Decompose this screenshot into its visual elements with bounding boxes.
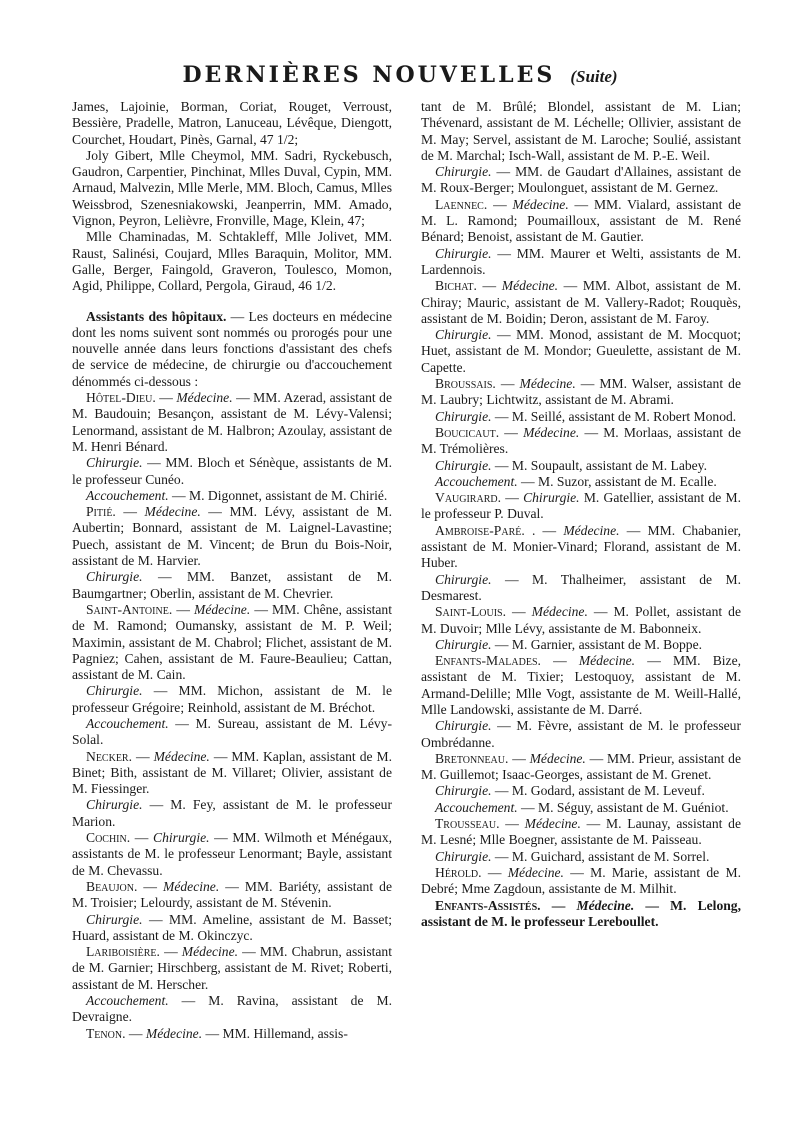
hospital-name: Broussais. (435, 376, 496, 392)
hospital-name: Cochin. (86, 830, 131, 846)
paragraph (421, 718, 741, 751)
hospital-name: Bretonneau. (435, 750, 509, 766)
service-name: Médecine. (576, 897, 635, 913)
paragraph (72, 99, 392, 148)
paragraph: Saint-Antoine. — Médecine. — MM. Chêne, assistant de M. Ramond; Oumansky, assistant de M. P. Weil; Maximin, assistant de M. Chabrol; Flichet, assistant de M. Pagniez; Cahen, assistant de M. Faure-Beaulieu; Cattan, assistant de M. Cain. (72, 601, 393, 683)
paragraph-text: — M. Lelong, assistant de M. le professeur Lereboullet. (421, 897, 741, 929)
paragraph-text: — M. Guichard, assistant de M. Sorrel. (491, 848, 710, 864)
paragraph-text: tant de M. Brûlé; Blondel, assistant de M. Lian; Thévenard, assistant de M. Léchelle; Ollivier, assistant de M. May; Servel, assistant de M. Laroche; Soulié, assistant de M. Marchal; Isch-Wall, assistant de M. P.-E. Weil. (421, 99, 741, 163)
paragraph-text: — MM. Chabrun, assistant de M. Garnier; Hirschberg, assistant de M. Rivet; Roberti, assistant de M. Herscher. (72, 944, 392, 992)
service-name: Médecine. (163, 878, 220, 894)
paragraph: Boucicaut. — Médecine. — M. Morlaas, assistant de M. Trémolières. (421, 424, 742, 457)
paragraph-text: — MM. Chêne, assistant de M. Ramond; Oumansky, assistant de M. P. Weil; Maximin, assistant de M. Chabrol; Flichet, assistant de M. Pagniez; Cahen, assistant de M. Faure-Beaulieu; Cattan, assistant de M. Cain. (72, 601, 393, 683)
service-name: Chirurgie. (435, 164, 492, 180)
paragraph-text: — M. Soupault, assistant de M. Labey. (491, 457, 707, 473)
paragraph (72, 148, 392, 229)
paragraph (72, 912, 392, 945)
paragraph: Broussais. — Médecine. — MM. Walser, assistant de M. Laubry; Lichtwitz, assistant de M. Abrami. (421, 376, 741, 408)
paragraph-text: Mlle Chaminadas, M. Schtakleff, Mlle Jolivet, MM. Raust, Salinési, Coujard, Mlles Baraquin, Molitor, MM. Galle, Berger, Faingold, Graveron, Toulesco, Momon, Agid, Philippe, Collard, Pergola, Giraud, 46 1/2. (72, 229, 392, 294)
page-title: DERNIÈRES NOUVELLES (182, 62, 556, 88)
paragraph (72, 488, 392, 504)
right-column (421, 99, 741, 930)
paragraph-text: — M. Seillé, assistant de M. Robert Monod. (491, 408, 737, 424)
service-name: Chirurgie. (86, 797, 143, 813)
paragraph: Beaujon. — Médecine. — MM. Bariéty, assistant de M. Troisier; Lelourdy, assistant de M. Stévenin. (72, 878, 392, 911)
paragraph: Pitié. — Médecine. — MM. Lévy, assistant de M. Aubertin; Bonnard, assistant de M. Laignel-Lavastine; Puech, assistant de M. Vincent; de Brun du Bois-Noir, assistant de M. Harvier. (72, 504, 393, 569)
hospital-name: Pitié. (86, 504, 116, 520)
service-name: Médecine. (153, 748, 210, 764)
paragraph-text: James, Lajoinie, Borman, Coriat, Rouget, Verroust, Bessière, Pradelle, Matron, Lanuceau, Lévêque, Diengott, Courchet, Houdart, Pinès, Garnal, 47 1/2; (72, 99, 392, 147)
paragraph: Trousseau. — Médecine. — M. Launay, assistant de M. Lesné; Mlle Boegner, assistante de M. Paisseau. (421, 816, 741, 848)
paragraph: Necker. — Médecine. — MM. Kaplan, assistant de M. Binet; Bith, assistant de M. Villaret; Olivier, assistant de M. Fiessinger. (72, 748, 393, 797)
paragraph-text: — M. Garnier, assistant de M. Boppe. (491, 636, 703, 652)
paragraph-text: — MM. Kaplan, assistant de M. Binet; Bith, assistant de M. Villaret; Olivier, assistant de M. Fiessinger. (72, 748, 393, 797)
hospital-name: Beaujon. (86, 878, 138, 894)
hospital-name: Enfants-Assistés. (435, 897, 541, 913)
page-title-suite: (Suite) (570, 67, 618, 86)
paragraph-text: — M. Godard, assistant de M. Leveuf. (491, 783, 705, 799)
hospital-name: Lariboisière. (86, 944, 160, 960)
page-header (0, 62, 800, 88)
paragraph-text: — M. Fey, assistant de M. le professeur Marion. (72, 797, 392, 829)
paragraph (421, 800, 741, 816)
paragraph: Hôtel-Dieu. — Médecine. — MM. Azerad, assistant de M. Baudouin; Besançon, assistant de M. Lévy-Valensi; Lenormand, assistant de M. Halbron; Azoulay, assistant de M. Henri Bénard. (72, 390, 392, 454)
service-name: Médecine. (529, 750, 586, 766)
service-name: Accouchement. (435, 799, 518, 815)
paragraph (421, 783, 741, 799)
paragraph: Enfants-Assistés. — Médecine. — M. Lelong, assistant de M. le professeur Lereboullet. (421, 897, 741, 929)
service-name: Accouchement. (86, 487, 169, 503)
service-name: Chirurgie. (435, 457, 492, 473)
hospital-name: Trousseau. (435, 816, 500, 832)
paragraph (72, 683, 392, 716)
service-name: Chirurgie. (435, 783, 492, 799)
paragraph-text: — MM. de Gaudart d'Allaines, assistant de M. Roux-Berger; Moulonguet, assistant de M. Gernez. (421, 164, 741, 196)
service-name: Chirurgie. (435, 636, 492, 652)
service-name: Médecine. (507, 864, 564, 880)
paragraph: Bichat. — Médecine. — MM. Albot, assistant de M. Chiray; Mauric, assistant de M. Vallery-Radot; Rouquès, assistant de M. Boidin; Deron, assistant de M. Faroy. (421, 278, 741, 326)
paragraph-text: — MM. Maurer et Welti, assistants de M. Lardennois. (421, 245, 741, 277)
paragraph: Tenon. — Médecine. — MM. Hillemand, assis- (86, 1025, 348, 1041)
paragraph-text: — M. Fèvre, assistant de M. le professeur Ombrédanne. (421, 718, 741, 750)
service-name: Médecine. (512, 196, 569, 212)
service-name: Chirurgie. (86, 455, 143, 471)
paragraph (72, 993, 392, 1026)
service-name: Médecine. (145, 1025, 203, 1041)
hospital-name: Ambroise-Paré. . (435, 522, 536, 538)
hospital-name: Hérold. (435, 864, 482, 880)
paragraph: Lariboisière. — Médecine. — MM. Chabrun, assistant de M. Garnier; Hirschberg, assistant de M. Rivet; Roberti, assistant de M. Herscher. (72, 944, 392, 992)
paragraph-text: — MM. Albot, assistant de M. Chiray; Mauric, assistant de M. Vallery-Radot; Rouquès, assistant de M. Boidin; Deron, assistant de M. Faroy. (421, 278, 741, 326)
service-name: Médecine. (501, 278, 559, 294)
service-name: Médecine. (194, 601, 251, 617)
paragraph-text: Joly Gibert, Mlle Cheymol, MM. Sadri, Ryckebusch, Gaudron, Carpentier, Pinchinat, Mlles Duval, Cypin, MM. Arnaud, Malvezin, Mlle Merle, MM. Bloch, Camus, Mlles Weissbrod, Szenesniakowski, Jeanperrin, MM. Amado, Vignon, Peyron, Lelièvre, Fronville, Mage, Klein, 47; (72, 147, 392, 229)
paragraph: Cochin. — Chirurgie. — MM. Wilmoth et Ménégaux, assistants de M. le professeur Lenormant; Bayle, assistant de M. Chevassu. (72, 830, 393, 878)
paragraph (421, 409, 741, 425)
paragraph-text: — M. Morlaas, assistant de M. Trémolières. (421, 424, 742, 457)
paragraph-text: — MM. Banzet, assistant de M. Baumgartner; Oberlin, assistant de M. Chevrier. (72, 569, 392, 601)
service-name: Chirurgie. (435, 718, 492, 734)
service-name: Chirurgie. (435, 408, 492, 424)
paragraph: Ambroise-Paré. . — Médecine. — MM. Chabanier, assistant de M. Monier-Vinard; Florand, assistant de M. Huber. (421, 522, 741, 571)
paragraph: Bretonneau. — Médecine. — MM. Prieur, assistant de M. Guillemot; Isaac-Georges, assistant de M. Grenet. (421, 750, 741, 783)
service-name: Accouchement. (86, 993, 169, 1009)
hospital-name: Vaugirard. (435, 490, 501, 506)
paragraph: Enfants-Malades. — Médecine. — MM. Bize, assistant de M. Tixier; Lestoquoy, assistant de M. Armand-Delille; Mlle Vogt, assistante de M. Weill-Hallé, Mlle Landowski, assistante de M. Darré. (421, 653, 742, 717)
paragraph-text: — M. Thalheimer, assistant de M. Desmarest. (421, 571, 741, 603)
paragraph-text: — MM. Hillemand, assis- (202, 1025, 348, 1041)
paragraph-text: — MM. Walser, assistant de M. Laubry; Lichtwitz, assistant de M. Abrami. (421, 376, 741, 408)
hospital-name: Bichat. (435, 278, 477, 294)
paragraph: Vaugirard. — Chirurgie. M. Gatellier, assistant de M. le professeur P. Duval. (421, 490, 742, 522)
paragraph-text: — MM. Chabanier, assistant de M. Monier-Vinard; Florand, assistant de M. Huber. (421, 522, 741, 571)
service-name: Chirurgie. (86, 911, 143, 927)
left-column (72, 99, 392, 1042)
service-name: Chirurgie. (153, 830, 210, 846)
service-name: Chirurgie. (435, 848, 492, 864)
service-name: Médecine. (524, 816, 581, 832)
paragraph (421, 327, 741, 376)
paragraph-text: — M. Digonnet, assistant de M. Chirié. (168, 487, 388, 503)
paragraph: Hérold. — Médecine. — M. Marie, assistant de M. Debré; Mme Zagdoun, assistante de M. Milhit. (421, 864, 741, 897)
hospital-name: Laennec. (435, 196, 488, 212)
paragraph-text: — MM. Azerad, assistant de M. Baudouin; Besançon, assistant de M. Lévy-Valensi; Lenormand, assistant de M. Halbron; Azoulay, assistant de M. Henri Bénard. (72, 390, 392, 454)
paragraph-text: — MM. Michon, assistant de M. le professeur Grégoire; Reinhold, assistant de M. Bréchot. (72, 683, 392, 715)
paragraph (72, 229, 392, 294)
paragraph-text: — Les docteurs en médecine dont les noms suivent sont nommés ou prorogés pour une nouvelle année dans leurs fonctions d'assistant des chefs de service de médecine, de chirurgie ou d'accouchement dénommés ci-dessous : (72, 308, 392, 389)
service-name: Chirurgie. (435, 245, 492, 261)
service-name: Médecine. (563, 522, 620, 538)
paragraph-text: — MM. Prieur, assistant de M. Guillemot; Isaac-Georges, assistant de M. Grenet. (421, 750, 741, 783)
service-name: Médecine. (519, 376, 576, 392)
service-name: Médecine. (144, 504, 201, 520)
paragraph-text: — MM. Monod, assistant de M. Mocquot; Huet, assistant de M. Mondor; Gueulette, assistant de M. Capette. (421, 327, 741, 375)
paragraph-text: — M. Sureau, assistant de M. Lévy-Solal. (72, 715, 392, 748)
paragraph (421, 572, 741, 605)
hospital-name: Tenon. (86, 1025, 126, 1041)
paragraph-text: M. Gatellier, assistant de M. le professeur P. Duval. (421, 490, 742, 522)
paragraph (421, 458, 741, 474)
service-name: Médecine. (181, 944, 239, 960)
paragraph (72, 569, 392, 602)
service-name: Médecine. (531, 604, 588, 620)
paragraph-text: — M. Launay, assistant de M. Lesné; Mlle Boegner, assistante de M. Paisseau. (421, 816, 741, 848)
paragraph-spacer (72, 295, 392, 309)
paragraph (421, 246, 741, 279)
paragraph-text: — MM. Bariéty, assistant de M. Troisier; Lelourdy, assistant de M. Stévenin. (72, 878, 392, 911)
service-name: Accouchement. (435, 473, 518, 489)
paragraph (72, 716, 392, 749)
section-heading: Assistants des hôpitaux. (86, 308, 227, 324)
paragraph-text: — MM. Ameline, assistant de M. Basset; Huard, assistant de M. Okinczyc. (72, 911, 392, 943)
paragraph-text: — M. Marie, assistant de M. Debré; Mme Zagdoun, assistante de M. Milhit. (421, 864, 741, 897)
paragraph-text: — M. Séguy, assistant de M. Guéniot. (517, 799, 729, 815)
paragraph (421, 637, 741, 653)
service-name: Accouchement. (86, 715, 169, 731)
paragraph-text: — M. Ravina, assistant de M. Devraigne. (72, 993, 392, 1025)
service-name: Chirurgie. (523, 490, 580, 506)
paragraph-text: — M. Pollet, assistant de M. Duvoir; Mlle Lévy, assistante de M. Babonneix. (421, 604, 741, 636)
service-name: Chirurgie. (86, 569, 143, 585)
hospital-name: Hôtel-Dieu. (86, 390, 156, 406)
paragraph: Laennec. — Médecine. — MM. Vialard, assistant de M. L. Ramond; Poumailloux, assistant de M. René Bénard; Benoist, assistant de M. Gautier. (421, 196, 741, 245)
paragraph-text: — M. Suzor, assistant de M. Ecalle. (517, 473, 717, 489)
service-name: Chirurgie. (435, 571, 492, 587)
paragraph (72, 309, 392, 390)
paragraph-text: — MM. Vialard, assistant de M. L. Ramond; Poumailloux, assistant de M. René Bénard; Benoist, assistant de M. Gautier. (421, 196, 741, 245)
paragraph-text: — MM. Bloch et Sénèque, assistants de M. le professeur Cunéo. (72, 455, 392, 487)
service-name: Médecine. (578, 653, 636, 669)
paragraph-text: — MM. Wilmoth et Ménégaux, assistants de M. le professeur Lenormant; Bayle, assistant de M. Chevassu. (72, 830, 393, 878)
service-name: Médecine. (176, 390, 233, 406)
paragraph (72, 797, 392, 830)
paragraph (421, 164, 741, 197)
paragraph (421, 849, 741, 865)
paragraph (421, 474, 741, 490)
paragraph-text: — MM. Bize, assistant de M. Tixier; Lestoquoy, assistant de M. Armand-Delille; Mlle Vogt, assistante de M. Weill-Hallé, Mlle Landowski, assistante de M. Darré. (421, 653, 742, 717)
paragraph-text: — MM. Lévy, assistant de M. Aubertin; Bonnard, assistant de M. Laignel-Lavastine; Puech, assistant de M. Vincent; de Brun du Bois-Noir, assistant de M. Harvier. (72, 504, 393, 569)
paragraph (72, 455, 392, 488)
hospital-name: Boucicaut. (435, 424, 500, 440)
hospital-name: Enfants-Malades. (435, 653, 541, 669)
hospital-name: Necker. (86, 748, 132, 764)
hospital-name: Saint-Antoine. (86, 601, 173, 617)
service-name: Chirurgie. (435, 327, 492, 343)
paragraph: Saint-Louis. — Médecine. — M. Pollet, assistant de M. Duvoir; Mlle Lévy, assistante de M. Babonneix. (421, 604, 741, 636)
paragraph (421, 99, 741, 164)
service-name: Chirurgie. (86, 683, 143, 699)
service-name: Médecine. (523, 424, 580, 440)
hospital-name: Saint-Louis. (435, 604, 507, 620)
